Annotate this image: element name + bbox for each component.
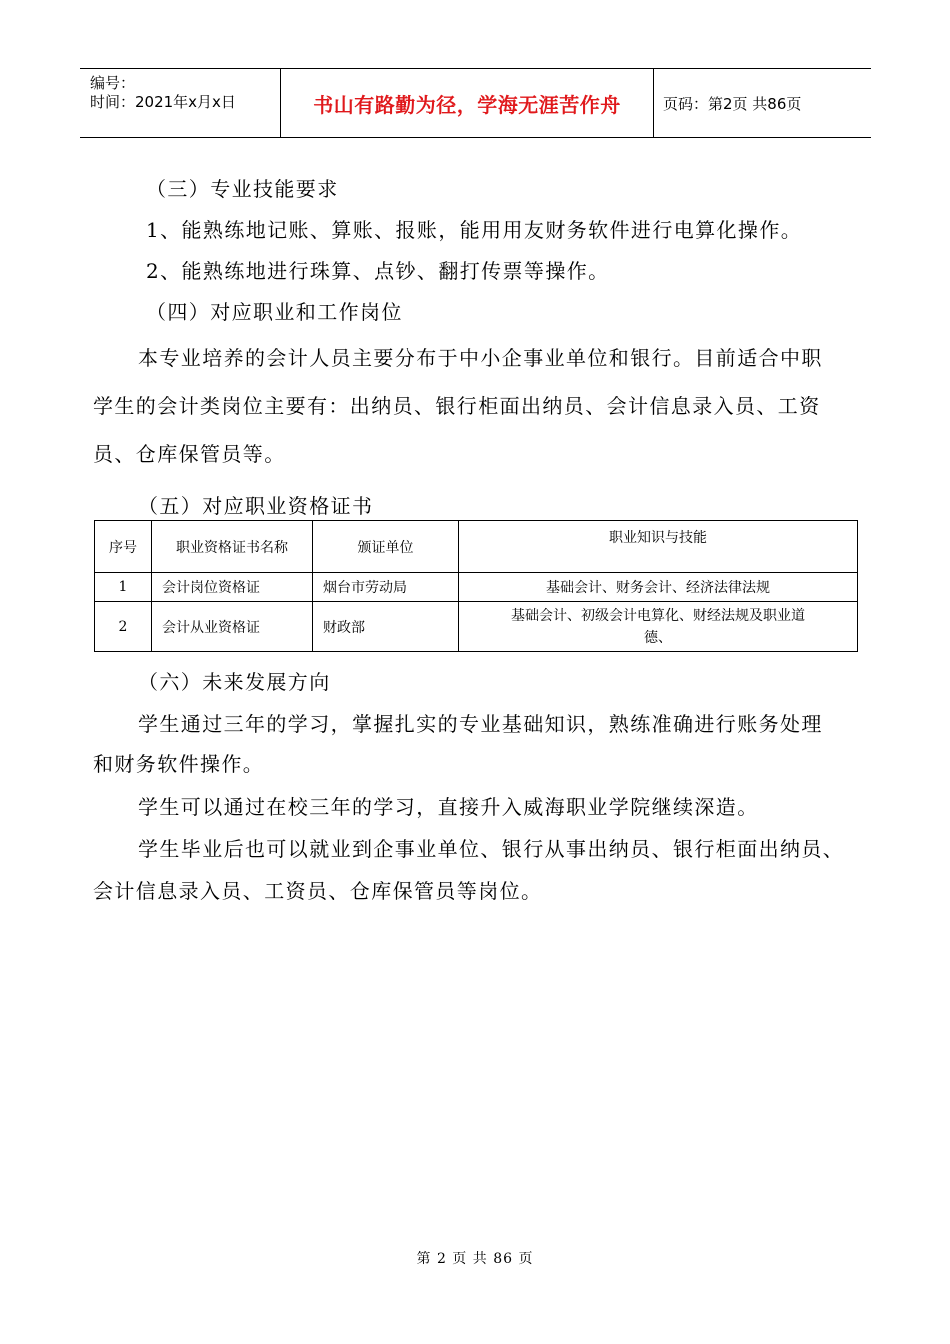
header-number: 编号： — [90, 74, 136, 92]
table-header-cell: 职业知识与技能 — [459, 521, 858, 573]
table-cell-line: 基础会计、初级会计电算化、财经法规及职业道 — [511, 607, 805, 624]
page-header — [80, 68, 871, 138]
table-header-cell: 职业资格证书名称 — [152, 521, 313, 573]
table-cell: 2 — [95, 602, 152, 652]
section-5-title: （五）对应职业资格证书 — [138, 494, 374, 518]
table-header-cell: 颁证单位 — [313, 521, 459, 573]
page-footer: 第 2 页 共 86 页 — [416, 1251, 534, 1267]
section-4-title: （四）对应职业和工作岗位 — [146, 300, 403, 324]
header-page-info: 页码：第2页 共86页 — [663, 94, 802, 113]
certificate-table — [94, 520, 858, 652]
section-6-title: （六）未来发展方向 — [138, 670, 331, 694]
table-header-row — [95, 521, 858, 573]
section-3-item-2: 2、能熟练地进行珠算、点钞、翻打传票等操作。 — [146, 259, 610, 283]
section-3-title: （三）专业技能要求 — [146, 177, 339, 201]
table-row — [95, 573, 858, 602]
header-motto: 书山有路勤为径，学海无涯苦作舟 — [281, 69, 654, 137]
table-cell: 1 — [95, 573, 152, 602]
table-cell: 会计岗位资格证 — [152, 573, 313, 602]
section-6-para-2: 学生可以通过在校三年的学习，直接升入威海职业学院继续深造。 — [138, 795, 759, 819]
section-6-para-3-line-2: 会计信息录入员、工资员、仓库保管员等岗位。 — [93, 879, 543, 903]
table-cell: 会计从业资格证 — [152, 602, 313, 652]
header-meta — [80, 69, 281, 137]
section-6-para-1-line-1: 学生通过三年的学习，掌握扎实的专业基础知识，熟练准确进行账务处理 — [138, 712, 823, 736]
table-cell — [459, 602, 858, 652]
table-cell: 基础会计、财务会计、经济法律法规 — [459, 573, 858, 602]
section-6-para-1-line-2: 和财务软件操作。 — [93, 752, 265, 776]
table-cell: 财政部 — [313, 602, 459, 652]
section-3-item-1: 1、能熟练地记账、算账、报账，能用用友财务软件进行电算化操作。 — [146, 218, 803, 242]
table-header-cell: 序号 — [95, 521, 152, 573]
section-4-para-line-3: 员、仓库保管员等。 — [93, 442, 286, 466]
table-cell-line: 德、 — [644, 629, 672, 646]
section-4-para-line-2: 学生的会计类岗位主要有：出纳员、银行柜面出纳员、会计信息录入员、工资 — [93, 394, 821, 418]
section-4-para-line-1: 本专业培养的会计人员主要分布于中小企事业单位和银行。目前适合中职 — [138, 346, 823, 370]
section-6-para-3-line-1: 学生毕业后也可以就业到企事业单位、银行从事出纳员、银行柜面出纳员、 — [138, 837, 845, 861]
table-cell: 烟台市劳动局 — [313, 573, 459, 602]
table-row — [95, 602, 858, 652]
header-time: 时间：2021年x月x日 — [90, 93, 236, 111]
